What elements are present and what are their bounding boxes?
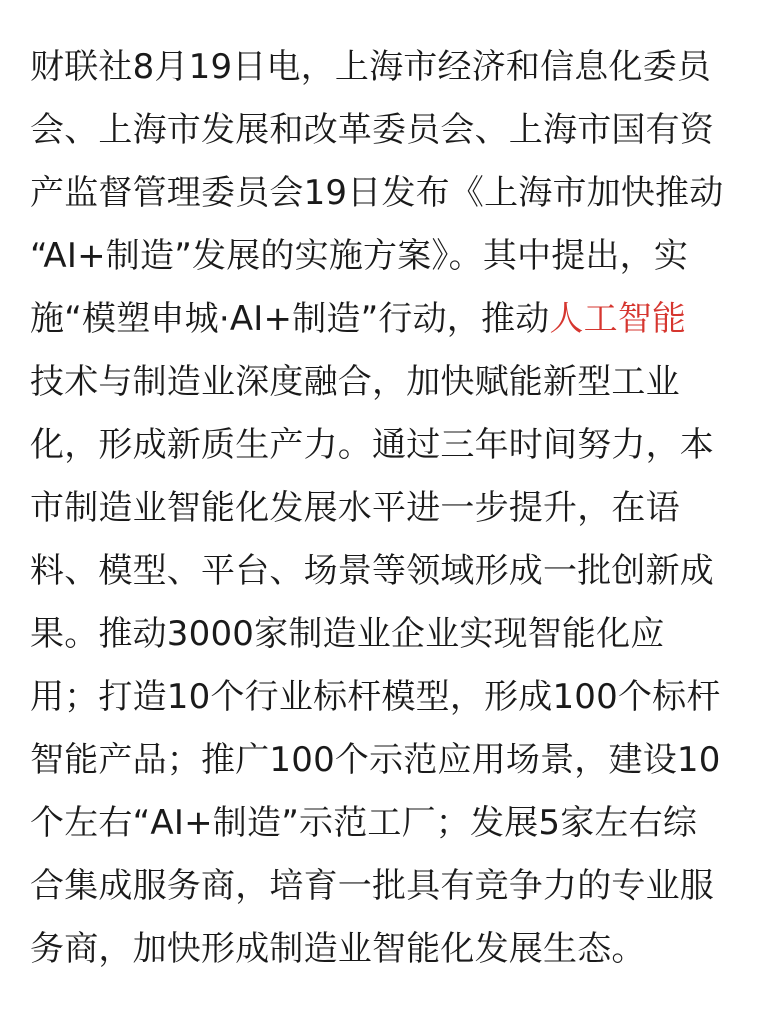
article-line: 用；打造10个行业标杆模型，形成100个标杆 bbox=[30, 677, 721, 717]
article-line: 化，形成新质生产力。通过三年时间努力，本 bbox=[30, 425, 714, 465]
article-line: 果。推动3000家制造业企业实现智能化应 bbox=[30, 614, 665, 654]
article-line: 个左右“AI+制造”示范工厂；发展5家左右综 bbox=[30, 803, 698, 843]
article-line: 务商，加快形成制造业智能化发展生态。 bbox=[30, 929, 646, 969]
article-line: 合集成服务商，培育一批具有竞争力的专业服 bbox=[30, 866, 714, 906]
article-line: 市制造业智能化发展水平进一步提升，在语 bbox=[30, 488, 680, 528]
ai-keyword-link[interactable]: 人工智能 bbox=[549, 299, 687, 339]
article-line: 会、上海市发展和改革委员会、上海市国有资 bbox=[30, 110, 714, 150]
article-line: 料、模型、平台、场景等领域形成一批创新成 bbox=[30, 551, 714, 591]
article-line: “AI+制造”发展的实施方案》。其中提出，实 bbox=[30, 236, 689, 276]
article-body bbox=[30, 36, 742, 981]
article-line: 技术与制造业深度融合，加快赋能新型工业 bbox=[30, 362, 680, 402]
article-text: 施“模塑申城·AI+制造”行动，推动 bbox=[30, 299, 550, 339]
article-line: 财联社8月19日电，上海市经济和信息化委员 bbox=[30, 47, 712, 87]
article-line-with-link bbox=[30, 288, 742, 351]
article-line: 产监督管理委员会19日发布《上海市加快推动 bbox=[30, 173, 724, 213]
article-line: 智能产品；推广100个示范应用场景，建设10 bbox=[30, 740, 721, 780]
